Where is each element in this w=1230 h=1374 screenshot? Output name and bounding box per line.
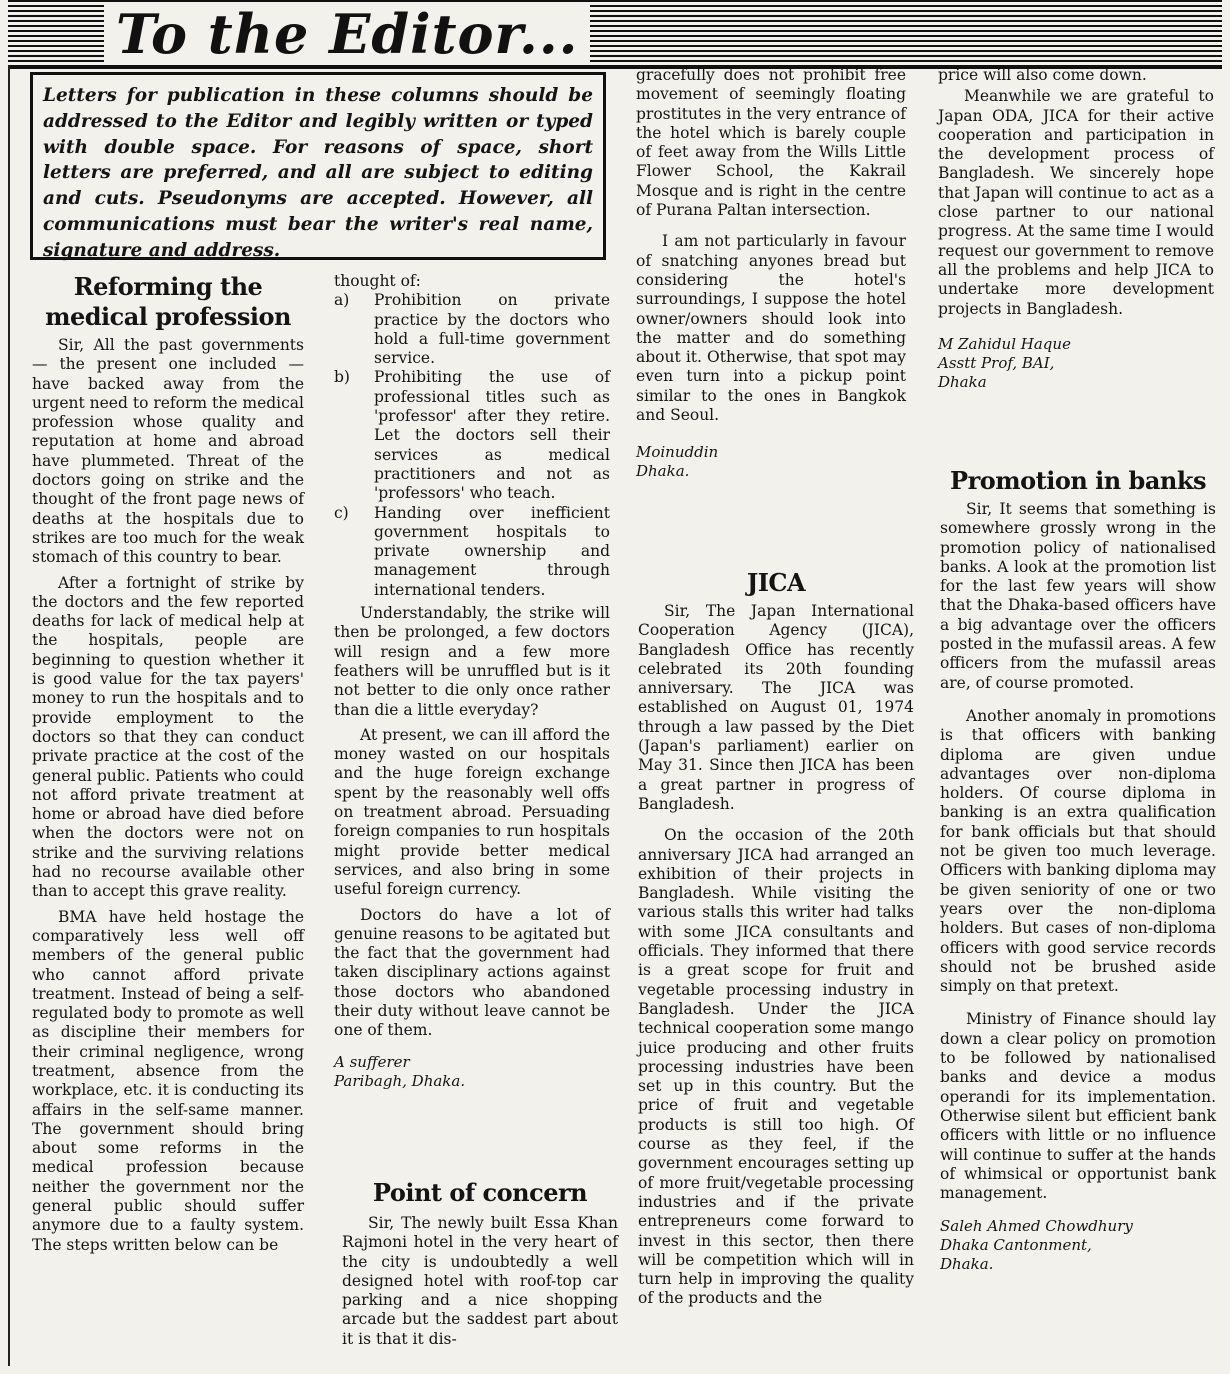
column-3 bbox=[636, 66, 906, 481]
list-item bbox=[334, 368, 610, 503]
column-1 bbox=[32, 272, 304, 1261]
medical-paragraph: BMA have held hostage the comparatively less well off members of the general public who cannot afford private treatment. Instead of being a self-regulated body to promote as well as discipline their members for their criminal negligence, wrong treatment, absence from the workplace, etc. it is conducting its affairs in the self-same manner. The government should bring about some reforms in the medical profession because neither the government nor the general public should suffer anymore due to a faulty system. The steps written below can be bbox=[32, 907, 304, 1254]
column-rule bbox=[8, 66, 10, 1366]
column-2-lower bbox=[342, 1178, 618, 1355]
medical-paragraph: After a fortnight of strike by the doctors and the few reported deaths for lack of medical help at the hospitals, people are beginning to question whether it is good value for the tax payers' money to run the hospitals and to provide employment to the doctors so that they can conduct private practice at the cost of the general public. Patients who could not afford private treatment at home or abroad have died before when the doctors were not on strike and the surviving relations had no recourse available other than to accept this grave reality. bbox=[32, 573, 304, 901]
list-item bbox=[334, 504, 610, 600]
headline-medical-line-2: medical profession bbox=[45, 302, 291, 331]
column-2 bbox=[334, 272, 610, 1091]
signature-title: Asstt Prof, BAI, bbox=[938, 353, 1055, 372]
list-item-text: Prohibiting the use of professional titles such as 'professor' after they retire. Let the doctors sell their services as medical practitioners and not as 'professors' who teach. bbox=[374, 368, 610, 503]
jica-signature bbox=[938, 335, 1214, 392]
list-marker: c) bbox=[334, 503, 349, 522]
editor-notice-box: Letters for publication in these columns should be addressed to the Editor and legibly written or typed with double space. For reasons of space, short letters are preferred, and all are subject to editing and cuts. Pseudonyms are accepted. However, all communications must bear the writer's real name, signature and address. bbox=[30, 72, 606, 260]
signature-place: Dhaka. bbox=[636, 462, 690, 481]
medical-paragraph: Sir, All the past governments — the present one included — have backed away from the urgent need to reform the medical profession whose quality and reputation at home and abroad have plummeted. Threat of the doctors going on strike and the thought of the front page news of deaths at the hospitals due to strikes are too much for the weak stomach of this country to bear. bbox=[32, 336, 304, 567]
medical-paragraph: Understandably, the strike will then be prolonged, a few doctors will resign and a few more feathers will be unruffled but is it not better to die only once rather than die a little everyday? bbox=[334, 604, 610, 719]
list-marker: b) bbox=[334, 368, 350, 387]
signature-name: Saleh Ahmed Chowdhury bbox=[940, 1217, 1133, 1236]
signature-place: Dhaka Cantonment, bbox=[940, 1236, 1092, 1255]
headline-point-of-concern: Point of concern bbox=[372, 1178, 588, 1207]
list-item-text: Handing over inefficient government hospitals to private ownership and management through international tenders. bbox=[374, 503, 610, 599]
signature-place: Dhaka. bbox=[940, 1255, 994, 1274]
jica-paragraph: On the occasion of the 20th anniversary JICA had arranged an exhibition of their projects in Bangladesh. While visiting the various stalls this writer had talks with some JICA consultants and officials. They informed that there is a great scope for fruit and vegetable processing industry in Bangladesh. Under the JICA technical cooperation some mango juice producing and other fruits processing industries have been set up in this country. But the price of fruit and vegetable products is still too high. Of course as they feel, if the government encourages setting up of more fruit/vegetable processing industries and if the private entrepreneurs come forward to invest in this sector, then there will be competition which will in turn help in improving the quality of the products and the bbox=[638, 826, 914, 1308]
concern-paragraph-continued: gracefully does not prohibit free movement of seemingly floating prostitutes in the very entrance of the hotel which is barely couple of feet away from the Wills Little Flower School, the Kakrail Mosque and is right in the centre of Purana Paltan intersection. bbox=[636, 66, 906, 220]
headline-jica: JICA bbox=[746, 568, 806, 597]
list-item-text: Prohibition on private practice by the doctors who hold a full-time government service. bbox=[374, 291, 610, 368]
masthead-banner bbox=[8, 0, 1222, 69]
medical-paragraph: At present, we can ill afford the money wasted on our hospitals and the huge foreign exchange spent by the reasonably well offs on treatment abroad. Persuading foreign companies to run hospitals might provide better medical services, and also bring in some useful foreign currency. bbox=[334, 725, 610, 899]
jica-paragraph-continued: price will also come down. bbox=[938, 66, 1147, 84]
medical-continuation: thought of: bbox=[334, 272, 421, 290]
signature-name: M Zahidul Haque bbox=[938, 334, 1071, 353]
banks-paragraph: Sir, It seems that something is somewhere grossly wrong in the promotion policy of nationalised banks. A look at the promotion list for the last few years will show that the Dhaka-based officers have a big advantage over the officers posted in the mufassil areas. A few officers from the mufassil areas are, of course promoted. bbox=[940, 500, 1216, 692]
column-4-lower bbox=[940, 466, 1216, 1274]
medical-signature bbox=[334, 1053, 610, 1091]
masthead-title: To the Editor... bbox=[104, 4, 590, 64]
medical-paragraph: Doctors do have a lot of genuine reasons to be agitated but the fact that the government had taken disciplinary actions against those doctors who abandoned their duty without leave cannot be one of them. bbox=[334, 905, 610, 1040]
signature-name: A sufferer bbox=[334, 1052, 410, 1071]
column-4 bbox=[938, 66, 1214, 392]
concern-signature bbox=[636, 443, 906, 481]
jica-paragraph: Sir, The Japan International Cooperation Agency (JICA), Bangladesh Office has recently celebrated its 20th founding anniversary. The JICA was established on August 01, 1974 through a law passed by the Diet (Japan's parliament) earlier on May 31. Since then JICA has been a great partner in progress of Bangladesh. bbox=[638, 602, 914, 813]
banks-paragraph: Ministry of Finance should lay down a clear policy on promotion to be followed by nationalised banks and device a modus operandi for its implementation. Otherwise silent but efficient bank officers with little or no influence will continue to suffer at the hands of whimsical or opportunist bank management. bbox=[940, 1010, 1216, 1203]
signature-name: Moinuddin bbox=[636, 443, 719, 462]
signature-place: Dhaka bbox=[938, 372, 987, 391]
list-marker: a) bbox=[334, 291, 350, 310]
headline-promotion-in-banks: Promotion in banks bbox=[950, 466, 1206, 495]
column-3-lower bbox=[638, 568, 914, 1315]
concern-paragraph: Sir, The newly built Essa Khan Rajmoni hotel in the very heart of the city is undoubtedly a well designed hotel with roof-top car parking and a nice shopping arcade but the saddest part about it is that it dis- bbox=[342, 1214, 618, 1348]
medical-proposal-list bbox=[334, 291, 610, 600]
signature-place: Paribagh, Dhaka. bbox=[334, 1071, 466, 1090]
headline-medical-line-1: Reforming the bbox=[73, 272, 263, 301]
jica-paragraph: Meanwhile we are grateful to Japan ODA, JICA for their active cooperation and participation in the development process of Bangladesh. We sincerely hope that Japan will continue to act as a close partner to our national progress. At the same time I would request our government to remove all the problems and help JICA to undertake more development projects in Bangladesh. bbox=[938, 87, 1214, 318]
banks-paragraph: Another anomaly in promotions is that officers with banking diploma are given undue advantages over non-diploma holders. Of course diploma in banking is an extra qualification for bank officials but that should not be given too much leverage. Officers with banking diploma may be given seniority of one or two years over the non-diploma holders. But cases of non-diploma officers with good service records should not be brushed aside simply on that pretext. bbox=[940, 706, 1216, 996]
concern-paragraph: I am not particularly in favour of snatching anyones bread but considering the hotel's surroundings, I suppose the hotel owner/owners should look into the matter and do something about it. Otherwise, that spot may even turn into a pickup point similar to the ones in Bangkok and Seoul. bbox=[636, 232, 906, 425]
list-item bbox=[334, 291, 610, 368]
banks-signature bbox=[940, 1217, 1216, 1274]
